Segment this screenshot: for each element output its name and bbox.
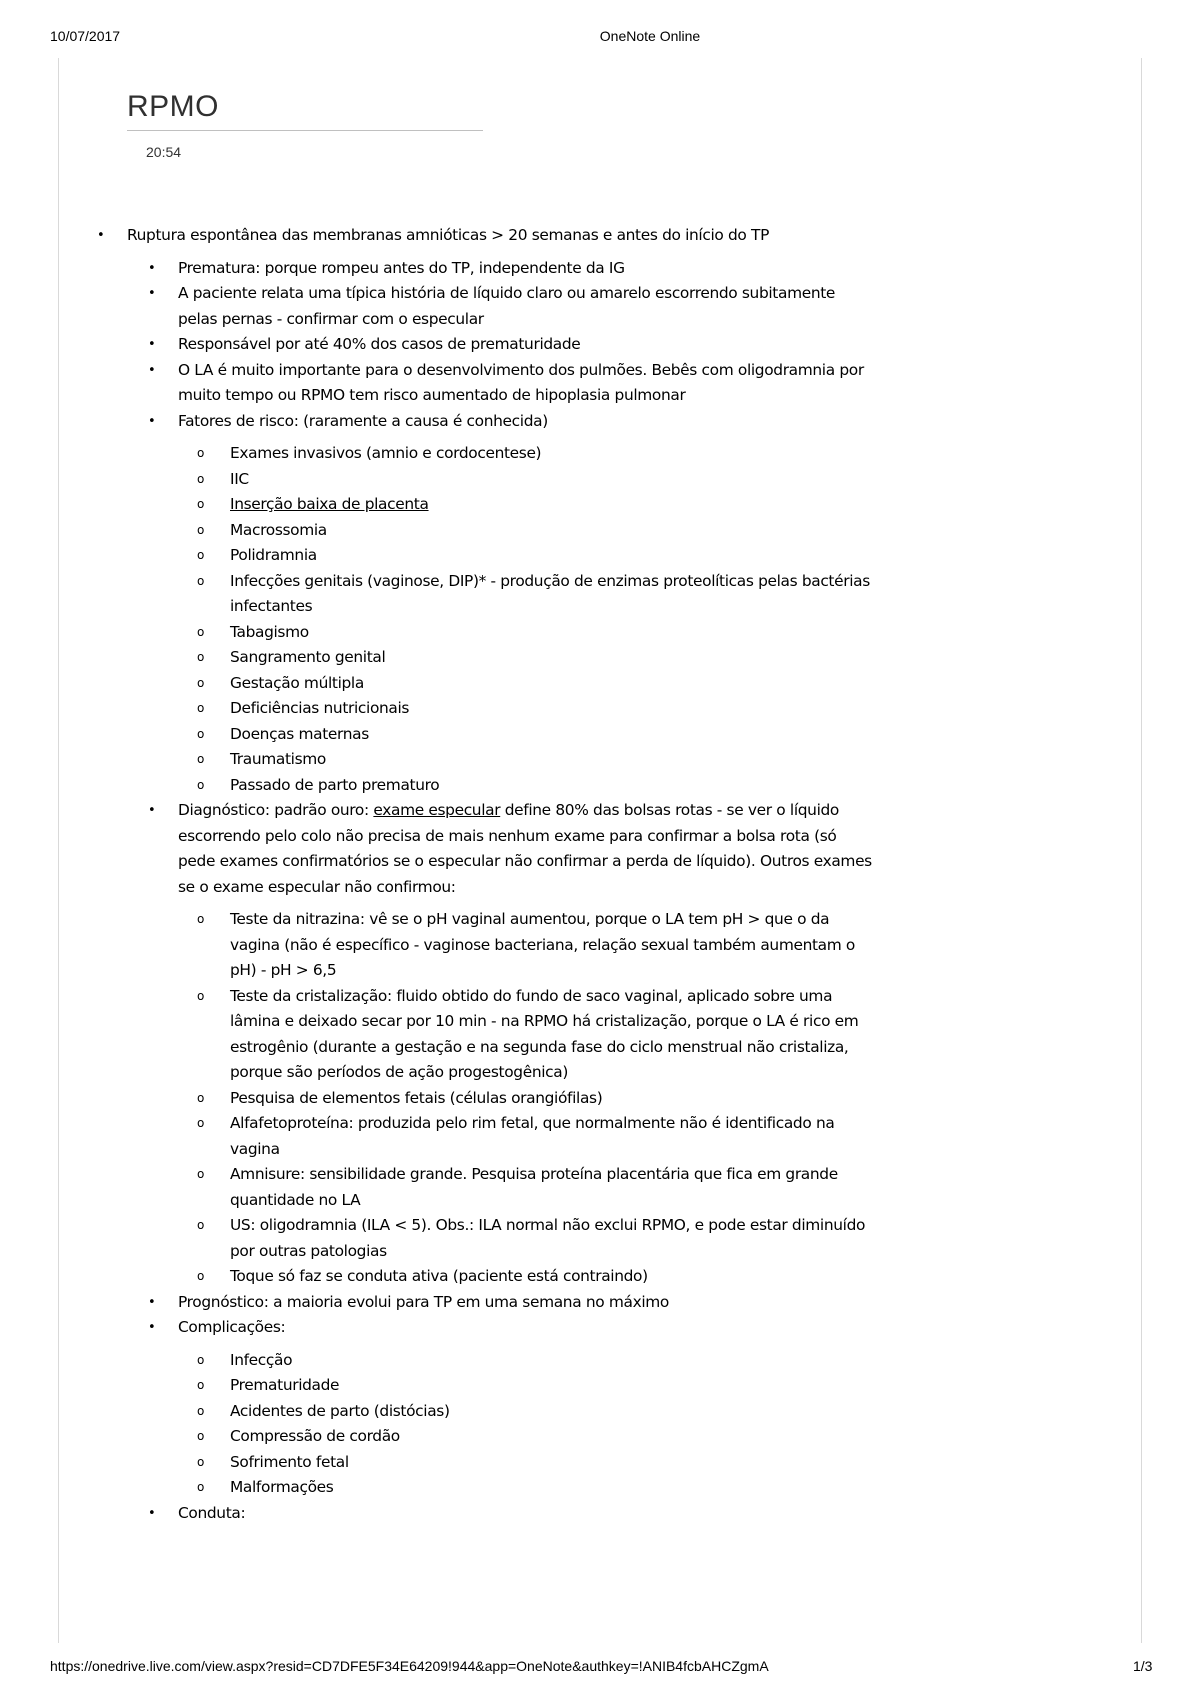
list-item [92, 543, 872, 569]
list-item [92, 798, 872, 900]
diagnostic-test: Amnisure: sensibilidade grande. Pesquisa proteína placentária que fica em grande quantidade no LA [230, 1165, 838, 1209]
risk-factor: Traumatismo [230, 750, 326, 768]
list-item [92, 907, 872, 984]
hollow-bullet-icon: o [197, 1218, 204, 1232]
list-item [92, 645, 872, 671]
note-timestamp: 20:54 [146, 144, 182, 160]
hollow-bullet-icon: o [197, 446, 204, 460]
risk-factor: IIC [230, 469, 249, 488]
point-text: Responsável por até 40% dos casos de prematuridade [178, 335, 581, 353]
list-item [92, 492, 872, 518]
diagnostic-test: Pesquisa de elementos fetais (células orangiófilas) [230, 1088, 603, 1107]
bullet-icon: • [148, 1505, 156, 1521]
hollow-bullet-icon: o [197, 1352, 204, 1367]
hollow-bullet-icon: o [197, 573, 204, 588]
diagnostic-test: US: oligodramnia (ILA < 5). Obs.: ILA normal não exclui RPMO, e pode estar diminuído por outras patologias [230, 1216, 866, 1260]
list-item [92, 223, 872, 249]
list-item [92, 441, 872, 467]
hollow-bullet-icon: o [197, 1269, 204, 1283]
diagnostic-test: Teste da nitrazina: vê se o pH vaginal aumentou, porque o LA tem pH > que o da vagina (não é específico - vaginose bacteriana, relação sexual também aumentam o pH) - pH > 6,5 [230, 910, 855, 979]
list-item [92, 1264, 872, 1290]
list-item [92, 281, 872, 332]
note-title: RPMO [127, 90, 219, 123]
diagnosis-prefix: Diagnóstico: padrão ouro: [178, 801, 374, 819]
bullet-icon: • [148, 803, 156, 818]
hollow-bullet-icon: o [197, 675, 204, 690]
list-item [92, 409, 872, 435]
complication: Prematuridade [230, 1376, 340, 1394]
point-text: Prematura: porque rompeu antes do TP, independente da IG [178, 258, 625, 277]
print-app-title: OneNote Online [599, 28, 701, 44]
risk-factor: Polidramnia [230, 546, 317, 564]
complication: Sofrimento fetal [230, 1452, 349, 1471]
list-item [92, 1111, 872, 1162]
risk-factor: Passado de parto prematuro [230, 775, 440, 794]
bullet-icon: • [148, 413, 156, 429]
risk-factor: Deficiências nutricionais [230, 699, 410, 717]
diagnosis-text: define 80% das bolsas rotas - se ver o líquido escorrendo pelo colo não precisa de mais nenhum exame para confirmar a bolsa rota (só pede exames confirmatórios se o especular não confirmar a perda de líquido). Outros exames se o exame especular não confirmou: [178, 801, 872, 896]
list-item [92, 1086, 872, 1112]
complications-title: Complicações: [178, 1318, 286, 1336]
complication: Infecção [230, 1350, 293, 1369]
hollow-bullet-icon: o [197, 912, 204, 926]
hollow-bullet-icon: o [197, 548, 204, 562]
bullet-icon: • [148, 1320, 156, 1335]
risk-factor: Gestação múltipla [230, 673, 364, 692]
title-underline [127, 130, 483, 131]
list-item [92, 1399, 872, 1425]
hollow-bullet-icon: o [197, 497, 204, 511]
hollow-bullet-icon: o [197, 1378, 204, 1392]
bullet-icon: • [97, 228, 105, 243]
hollow-bullet-icon: o [197, 752, 204, 766]
list-item [92, 1213, 872, 1264]
bullet-icon: • [148, 286, 156, 301]
hollow-bullet-icon: o [197, 1090, 204, 1105]
hollow-bullet-icon: o [197, 777, 204, 792]
risk-title: Fatores de risco: (raramente a causa é conhecida) [178, 411, 548, 430]
page-number: 1/3 [1133, 1658, 1153, 1674]
hollow-bullet-icon: o [197, 726, 204, 741]
bullet-icon: • [148, 337, 156, 352]
hollow-bullet-icon: o [197, 1480, 204, 1494]
conduct-title: Conduta: [178, 1503, 246, 1522]
point-text: O LA é muito importante para o desenvolvimento dos pulmões. Bebês com oligodramnia por muito tempo ou RPMO tem risco aumentado de hipoplasia pulmonar [178, 360, 864, 404]
list-item [92, 747, 872, 773]
hollow-bullet-icon: o [197, 624, 204, 639]
list-item [92, 358, 872, 409]
diagnostic-test: Teste da cristalização: fluido obtido do fundo de saco vaginal, aplicado sobre uma lâmina e deixado secar por 10 min - na RPMO há cristalização, porque o LA é rico em estrogênio (durante a gestação e na segunda fase do ciclo menstrual não cristaliza, porque são períodos de ação progestogênica) [230, 986, 859, 1081]
bullet-icon: • [148, 1294, 156, 1310]
list-item [92, 1501, 872, 1527]
hollow-bullet-icon: o [197, 1403, 204, 1418]
list-item [92, 722, 872, 748]
risk-factor: Tabagismo [230, 622, 309, 641]
complication: Acidentes de parto (distócias) [230, 1401, 450, 1420]
risk-factor: Infecções genitais (vaginose, DIP)* - produção de enzimas proteolíticas pelas bactérias infectantes [230, 571, 870, 615]
note-body [92, 223, 872, 1526]
list-item [92, 332, 872, 358]
risk-factor: Exames invasivos (amnio e cordocentese) [230, 444, 542, 462]
complication: Malformações [230, 1478, 334, 1496]
hollow-bullet-icon: o [197, 1167, 204, 1181]
list-item [92, 1290, 872, 1316]
list-item [92, 1424, 872, 1450]
hollow-bullet-icon: o [197, 988, 204, 1003]
hollow-bullet-icon: o [197, 701, 204, 715]
bullet-icon: • [148, 362, 156, 378]
list-item [92, 671, 872, 697]
complication: Compressão de cordão [230, 1427, 400, 1445]
hollow-bullet-icon: o [197, 471, 204, 486]
diagnosis-highlight: exame especular [373, 801, 501, 819]
page-border-right [1141, 58, 1142, 1643]
hollow-bullet-icon: o [197, 1116, 204, 1130]
list-item [92, 773, 872, 799]
risk-factor: Doenças maternas [230, 724, 369, 743]
hollow-bullet-icon: o [197, 650, 204, 664]
diagnostic-test: Alfafetoproteína: produzida pelo rim fetal, que normalmente não é identificado na vagina [230, 1114, 835, 1158]
list-item [92, 569, 872, 620]
hollow-bullet-icon: o [197, 1429, 204, 1443]
list-item [92, 696, 872, 722]
list-item [92, 1315, 872, 1341]
list-item [92, 620, 872, 646]
list-item [92, 467, 872, 493]
hollow-bullet-icon: o [197, 1454, 204, 1469]
risk-factor: Inserção baixa de placenta [230, 495, 429, 513]
list-item [92, 1373, 872, 1399]
print-date: 10/07/2017 [50, 28, 121, 44]
list-item [92, 1162, 872, 1213]
list-item [92, 256, 872, 282]
list-item [92, 1450, 872, 1476]
list-item [92, 518, 872, 544]
list-item [92, 1475, 872, 1501]
bullet-icon: • [148, 260, 156, 276]
page-border-left [58, 58, 59, 1643]
list-item [92, 984, 872, 1086]
diagnostic-test: Toque só faz se conduta ativa (paciente está contraindo) [230, 1267, 648, 1285]
risk-factor: Macrossomia [230, 520, 327, 539]
footer-url: https://onedrive.live.com/view.aspx?resid=CD7DFE5F34E64209!944&app=OneNote&authkey=!ANIB4fcbAHCZgmA [50, 1658, 769, 1674]
hollow-bullet-icon: o [197, 522, 204, 537]
point-text: A paciente relata uma típica história de líquido claro ou amarelo escorrendo subitamente pelas pernas - confirmar com o especular [178, 284, 836, 328]
risk-factor: Sangramento genital [230, 648, 386, 666]
prognosis-text: Prognóstico: a maioria evolui para TP em uma semana no máximo [178, 1292, 669, 1311]
intro-text: Ruptura espontânea das membranas amnióticas > 20 semanas e antes do início do TP [127, 226, 770, 244]
list-item [92, 1348, 872, 1374]
